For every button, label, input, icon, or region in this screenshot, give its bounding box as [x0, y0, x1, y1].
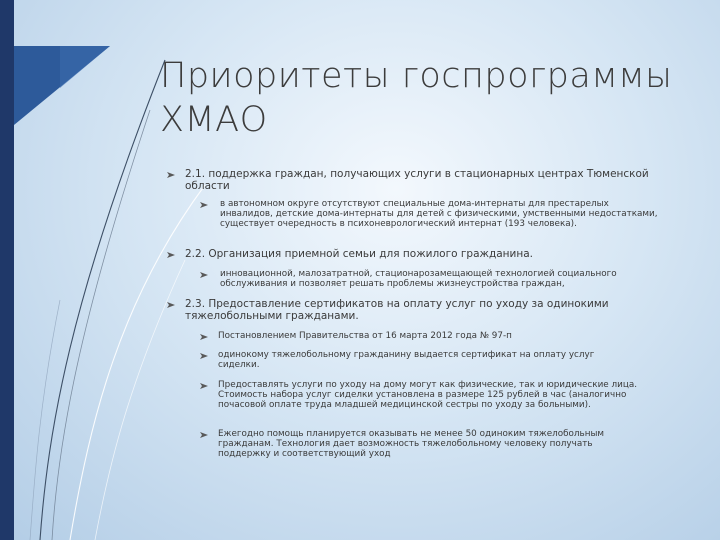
arrow-bullet-icon: [200, 272, 208, 278]
bullet-text: 2.2. Организация приемной семьи для пожилого гражданина.: [185, 248, 533, 260]
arrow-bullet-icon: [200, 383, 208, 389]
arrow-bullet-icon: [200, 432, 208, 438]
title-line-2: ХМАО: [160, 100, 268, 140]
bullet-text: Предоставлять услуги по уходу на дому могут как физические, так и юридические лица. Стоимость набора услуг сиделки установлена в размере 125 рублей в час (аналогично почасовой оплате труда младшей медицинской сестры по уходу за больными).: [218, 380, 638, 411]
arrow-bullet-icon: [167, 302, 175, 308]
arrow-bullet-icon: [167, 172, 175, 178]
bullet-text: 2.3. Предоставление сертификатов на оплату услуг по уходу за одинокими тяжелобольными гражданами.: [185, 298, 609, 322]
arrow-bullet-icon: [200, 202, 208, 208]
title-line-1: Приоритеты госпрограммы: [160, 56, 673, 96]
accent-triangle-shade: [60, 46, 110, 88]
bullet-text: одинокому тяжелобольному гражданину выдается сертификат на оплату услуг сиделки.: [218, 350, 595, 371]
arrow-bullet-icon: [200, 353, 208, 359]
bullet-text: Постановлением Правительства от 16 марта 2012 года № 97-п: [218, 331, 512, 341]
bullet-text: инновационной, малозатратной, стационарозамещающей технологией социального обслуживания и позволяет решать проблемы жизнеустройства граждан,: [220, 269, 617, 290]
slide-title: [160, 54, 700, 142]
arrow-bullet-icon: [200, 334, 208, 340]
bullet-text: Ежегодно помощь планируется оказывать не менее 50 одиноким тяжелобольным гражданам. Технология дает возможность тяжелобольному человеку получать поддержку и соответствующий уход: [218, 429, 605, 460]
arrow-bullet-icon: [167, 252, 175, 258]
bullet-text: 2.1. поддержка граждан, получающих услуги в стационарных центрах Тюменской области: [185, 168, 649, 192]
bullet-text: в автономном округе отсутствуют специальные дома-интернаты для престарелых инвалидов, детские дома-интернаты для детей с физическими, умственными недостатками, существует очередность в психоневрологический интернат (193 человека).: [220, 199, 658, 230]
